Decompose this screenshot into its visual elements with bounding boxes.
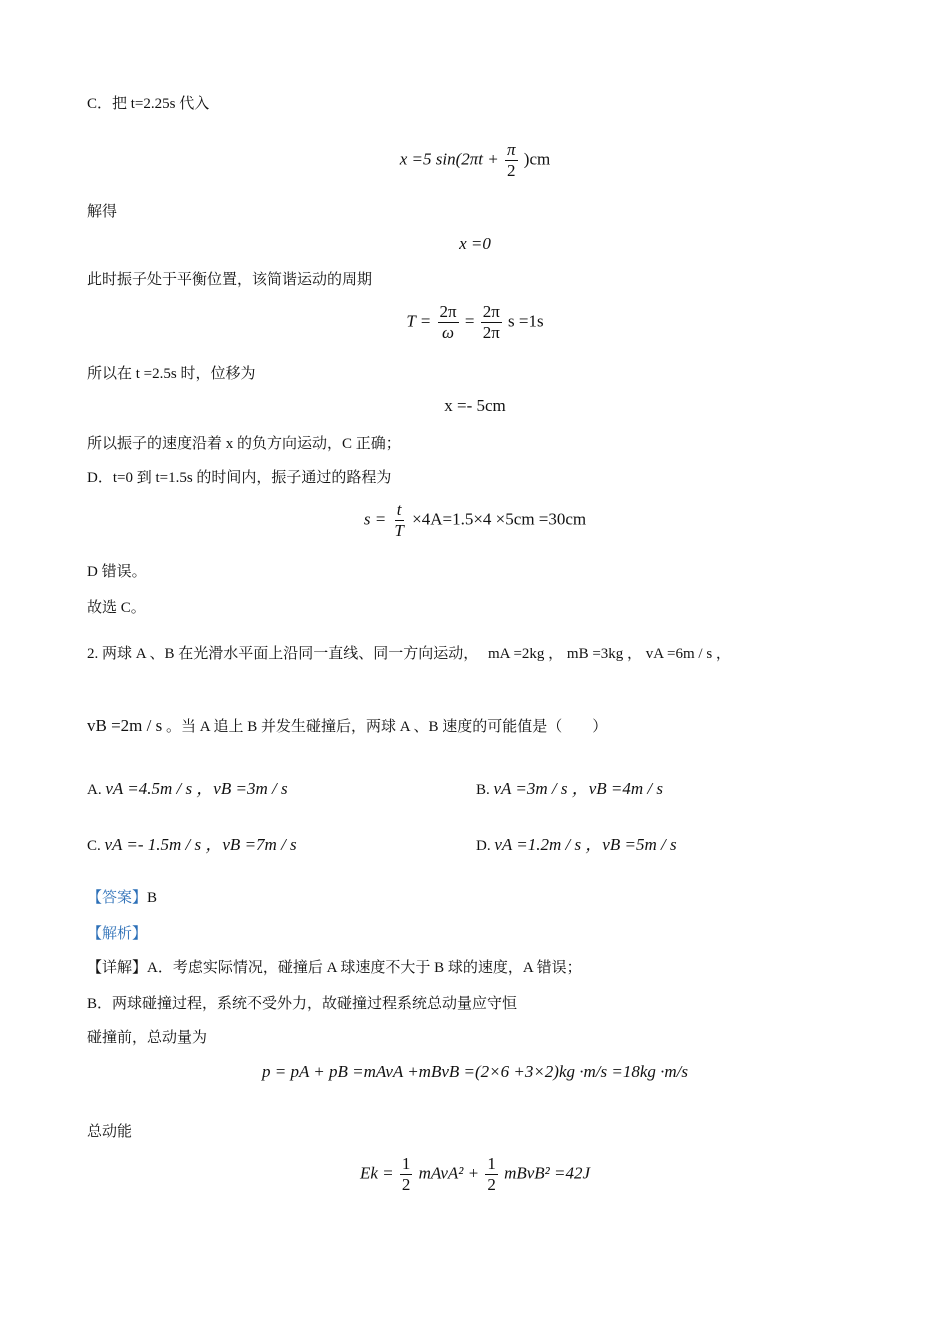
formula-part: p = pA + pB =mAvA +mBvB =(2×6 +3×2)kg ·m/s =18kg ·m/s (261, 1062, 689, 1081)
option-label: D. (476, 838, 491, 854)
option-c (87, 830, 297, 855)
fraction-numerator: 1 (487, 1154, 496, 1173)
fraction-numerator: 2π (482, 302, 500, 321)
fraction-denominator: T (394, 521, 404, 540)
fraction-numerator: 1 (401, 1154, 411, 1173)
option-value: vA =- 1.5m / s ，vB =7m / s (104, 835, 297, 854)
formula-part: mBvB² =42J (504, 1163, 591, 1183)
text-line: B．两球碰撞过程，系统不受外力，故碰撞过程系统总动量应守恒 (87, 996, 518, 1012)
text-line: 碰撞前，总动量为 (87, 1030, 208, 1046)
text-line: 【详解】A．考虑实际情况，碰撞后 A 球速度不大于 B 球的速度，A 错误； (87, 960, 582, 976)
formula-x-zero (0, 234, 950, 254)
formula-part: x =0 (459, 234, 491, 253)
fraction-denominator: 2 (487, 1175, 496, 1194)
formula-displacement (0, 140, 950, 181)
option-a (87, 774, 288, 799)
fraction-numerator: π (507, 140, 516, 159)
text-line: 故选 C。 (87, 600, 146, 616)
answer-line (87, 888, 157, 908)
formula-x-neg (0, 396, 950, 416)
formula-part: x =- 5cm (444, 396, 506, 415)
fraction-denominator: 2 (507, 161, 516, 180)
option-value: vA =1.2m / s ，vB =5m / s (494, 835, 677, 854)
option-label: C. (87, 838, 101, 854)
question-2-stem (87, 644, 731, 664)
text-line: 此时振子处于平衡位置，该简谐运动的周期 (87, 272, 373, 288)
fraction-denominator: ω (442, 323, 455, 342)
analysis-label: 【解析】 (87, 926, 148, 942)
formula-part: s = (363, 509, 387, 529)
formula-part: x =5 sin(2πt + (399, 149, 499, 169)
formula-momentum (0, 1062, 950, 1082)
formula-part: T = (406, 311, 432, 331)
answer-value: B (147, 890, 158, 906)
fraction-denominator: 2π (482, 323, 500, 342)
option-d (476, 830, 677, 855)
fraction-denominator: 2 (401, 1175, 411, 1194)
question-2-stem-cont (87, 716, 607, 737)
formula-kinetic-energy (0, 1154, 950, 1195)
question-text: 。当 A 追上 B 并发生碰撞后，两球 A 、B 速度的可能值是（ ） (166, 719, 608, 735)
option-b (476, 774, 663, 799)
option-value: vA =3m / s ，vB =4m / s (493, 779, 663, 798)
fraction-numerator: t (396, 500, 402, 519)
text-line: 所以振子的速度沿着 x 的负方向运动，C 正确； (87, 436, 401, 452)
question-text: 2. 两球 A 、B 在光滑水平面上沿同一直线、同一方向运动， (87, 646, 479, 662)
formula-period (0, 302, 950, 343)
text-line: D．t=0 到 t=1.5s 的时间内，振子通过的路程为 (87, 470, 392, 486)
text-line: C．把 t=2.25s 代入 (87, 96, 210, 112)
formula-part: ×4A=1.5×4 ×5cm =30cm (412, 509, 587, 529)
formula-part: mAvA² + (418, 1163, 480, 1183)
fraction-numerator: 2π (439, 302, 457, 321)
formula-part: Ek = (359, 1163, 394, 1183)
question-values: mA =2kg ， mB =3kg ， vA =6m / s ， (488, 646, 731, 662)
text-line: D 错误。 (87, 564, 147, 580)
answer-label: 【答案】 (87, 890, 148, 906)
formula-distance (0, 500, 950, 541)
option-label: A. (87, 782, 102, 798)
text-line: 解得 (87, 204, 118, 220)
formula-part: )cm (523, 149, 551, 169)
text-line: 所以在 t =2.5s 时，位移为 (87, 366, 256, 382)
option-value: vA =4.5m / s ，vB =3m / s (105, 779, 288, 798)
formula-part: s =1s (508, 311, 544, 331)
text-line: 总动能 (87, 1124, 133, 1140)
question-values: vB =2m / s (87, 716, 163, 735)
formula-part: = (464, 311, 475, 331)
option-label: B. (476, 782, 490, 798)
